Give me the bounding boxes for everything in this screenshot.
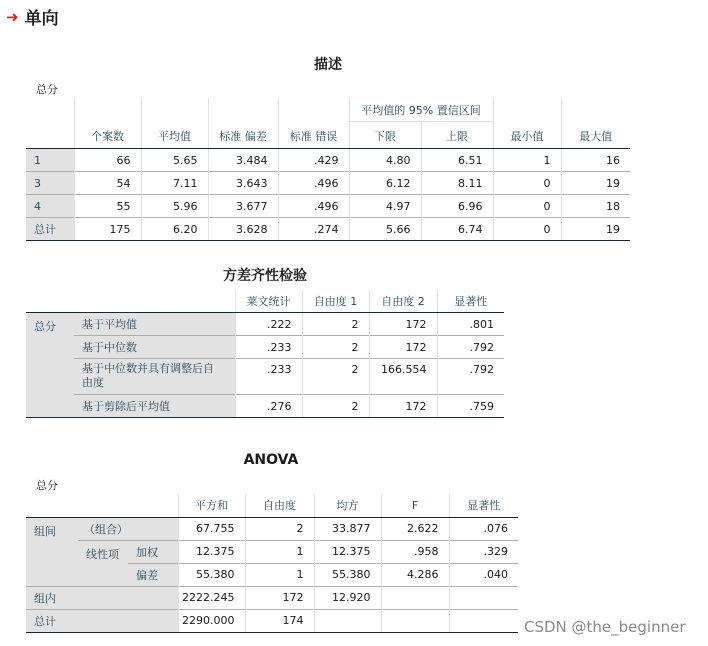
cell: 6.74 [421, 218, 493, 241]
descriptives-subtitle: 总分 [36, 83, 58, 96]
cell: 19 [561, 218, 630, 241]
table-row [26, 395, 504, 418]
cell: 18 [561, 195, 630, 218]
cell: .222 [235, 313, 302, 336]
row-label: 总计 [26, 218, 74, 241]
table-row [26, 149, 630, 172]
cell: 6.96 [421, 195, 493, 218]
table-row [26, 359, 504, 395]
cell: 55.380 [178, 563, 245, 586]
cell [449, 586, 518, 609]
cell: 4.286 [381, 563, 449, 586]
col-header: 个案数 [74, 122, 141, 149]
cell: 66 [74, 149, 141, 172]
cell: 172 [245, 586, 314, 609]
anova-table [26, 494, 518, 633]
descriptives-table [26, 99, 630, 241]
cell: 6.51 [421, 149, 493, 172]
cell: 12.375 [314, 540, 381, 563]
col-header: 显著性 [437, 290, 504, 313]
cell: .792 [437, 336, 504, 359]
cell: 3.484 [208, 149, 278, 172]
col-header: 自由度 2 [369, 290, 437, 313]
row-label: 1 [26, 149, 74, 172]
cell: 3.628 [208, 218, 278, 241]
cell: 12.375 [178, 540, 245, 563]
col-header: 上限 [421, 122, 493, 149]
linear-term-label: 线性项 [78, 540, 128, 586]
cell: 67.755 [178, 517, 245, 540]
row-label: 基于剪除后平均值 [74, 395, 235, 418]
row-label: 基于平均值 [74, 313, 235, 336]
levene-table [26, 290, 504, 418]
between-groups-label: 组间 [26, 517, 78, 586]
row-label: 基于中位数并具有调整后自由度 [74, 359, 235, 395]
page-title: 单向 [24, 9, 59, 29]
cell: 0 [493, 172, 561, 195]
cell: 2290.000 [178, 609, 245, 632]
row-label: 偏差 [128, 563, 178, 586]
cell: 12.920 [314, 586, 381, 609]
cell: 19 [561, 172, 630, 195]
row-label: （组合） [78, 517, 178, 540]
row-label: 4 [26, 195, 74, 218]
cell: .040 [449, 563, 518, 586]
col-header: 平均值 [141, 122, 208, 149]
cell: 55 [74, 195, 141, 218]
table-row [26, 517, 518, 540]
row-label: 基于中位数 [74, 336, 235, 359]
table-row [26, 313, 504, 336]
cell: 2 [245, 517, 314, 540]
descriptives-title: 描述 [314, 57, 342, 73]
table-row [26, 218, 630, 241]
col-header: 标准 偏差 [208, 122, 278, 149]
output-header [6, 4, 59, 29]
cell: .759 [437, 395, 504, 418]
cell [449, 609, 518, 632]
col-header: 最大值 [561, 122, 630, 149]
col-header: F [381, 494, 449, 517]
group-label: 总分 [26, 313, 74, 418]
table-row [26, 609, 518, 632]
cell: 172 [369, 313, 437, 336]
cell: .496 [278, 172, 349, 195]
col-header: 显著性 [449, 494, 518, 517]
col-header: 下限 [349, 122, 421, 149]
cell: 33.877 [314, 517, 381, 540]
cell: 7.11 [141, 172, 208, 195]
col-header: 自由度 [245, 494, 314, 517]
cell: .496 [278, 195, 349, 218]
cell [314, 609, 381, 632]
cell: .958 [381, 540, 449, 563]
cell [381, 609, 449, 632]
ci-group-header: 平均值的 95% 置信区间 [349, 99, 493, 122]
cell: .076 [449, 517, 518, 540]
cell [381, 586, 449, 609]
anova-title: ANOVA [243, 452, 299, 468]
row-label: 总计 [26, 609, 178, 632]
table-row [26, 172, 630, 195]
col-header: 均方 [314, 494, 381, 517]
row-label: 组内 [26, 586, 178, 609]
col-header: 标准 错误 [278, 122, 349, 149]
cell: .233 [235, 336, 302, 359]
levene-title: 方差齐性检验 [223, 268, 307, 284]
col-header: 自由度 1 [302, 290, 369, 313]
row-label: 加权 [128, 540, 178, 563]
table-row [26, 195, 630, 218]
col-header: 最小值 [493, 122, 561, 149]
cell: .429 [278, 149, 349, 172]
cell: 2.622 [381, 517, 449, 540]
cell: 55.380 [314, 563, 381, 586]
cell: 3.677 [208, 195, 278, 218]
cell: 0 [493, 195, 561, 218]
cell: 2 [302, 395, 369, 418]
cell: .792 [437, 359, 504, 395]
cell: 5.96 [141, 195, 208, 218]
cell: 4.97 [349, 195, 421, 218]
row-label: 3 [26, 172, 74, 195]
cell: 1 [493, 149, 561, 172]
cell: .274 [278, 218, 349, 241]
table-row [26, 336, 504, 359]
cell: 2 [302, 336, 369, 359]
cell: 1 [245, 540, 314, 563]
cell: 0 [493, 218, 561, 241]
cell: .276 [235, 395, 302, 418]
cell: 166.554 [369, 359, 437, 395]
cell: 2222.245 [178, 586, 245, 609]
table-row [26, 540, 518, 563]
cell: 175 [74, 218, 141, 241]
cell: 6.20 [141, 218, 208, 241]
cell: 16 [561, 149, 630, 172]
cell: 172 [369, 336, 437, 359]
cell: 4.80 [349, 149, 421, 172]
table-row [26, 586, 518, 609]
cell: 5.66 [349, 218, 421, 241]
cell: 54 [74, 172, 141, 195]
cell: 2 [302, 359, 369, 395]
cell: 3.643 [208, 172, 278, 195]
cell: 2 [302, 313, 369, 336]
cell: 6.12 [349, 172, 421, 195]
anova-subtitle: 总分 [36, 479, 58, 492]
cell: 172 [369, 395, 437, 418]
cell: 174 [245, 609, 314, 632]
cell: .801 [437, 313, 504, 336]
cell: 5.65 [141, 149, 208, 172]
cell: .329 [449, 540, 518, 563]
col-header: 平方和 [178, 494, 245, 517]
col-header: 莱文统计 [235, 290, 302, 313]
cell: .233 [235, 359, 302, 395]
red-arrow-icon: ➜ [6, 7, 19, 26]
cell: 8.11 [421, 172, 493, 195]
watermark: CSDN @the_beginner [524, 618, 686, 636]
cell: 1 [245, 563, 314, 586]
